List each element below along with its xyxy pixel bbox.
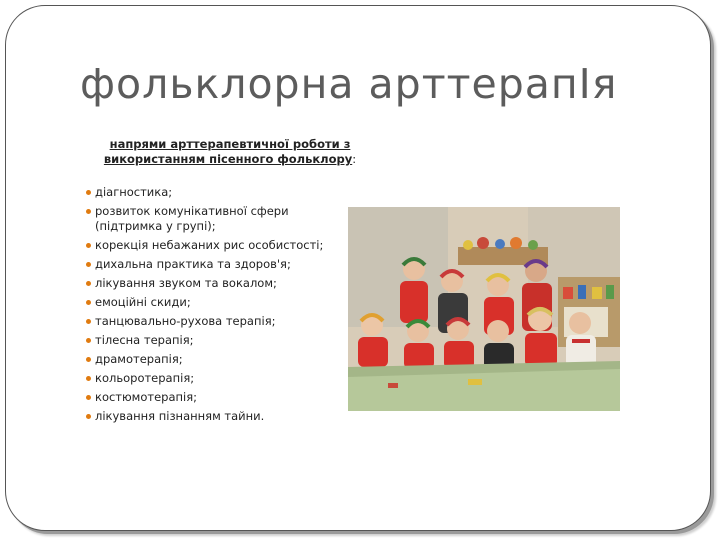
list-item: лікування звуком та вокалом; [86, 276, 356, 291]
group-photo [348, 207, 620, 411]
bullet-icon [86, 262, 91, 267]
bullet-icon [86, 281, 91, 286]
bullet-icon [86, 395, 91, 400]
bullet-icon [86, 414, 91, 419]
bullet-icon [86, 338, 91, 343]
bullet-icon [86, 243, 91, 248]
list-item: лікування пізнанням тайни. [86, 409, 356, 424]
bullet-icon [86, 300, 91, 305]
list-item: розвиток комунікативної сфери (підтримка у групі); [86, 204, 356, 234]
list-item: корекція небажаних рис особистості; [86, 238, 356, 253]
slide-title: фольклорна арттерапІя [80, 60, 618, 108]
section-heading [90, 137, 370, 167]
bullet-icon [86, 190, 91, 195]
section-heading-text: напрями арттерапевтичної роботи з використанням пісенного фольклору [103, 137, 353, 166]
section-heading-colon: : [352, 152, 357, 166]
list-item: драмотерапія; [86, 352, 356, 367]
bullet-icon [86, 357, 91, 362]
list-item: кольоротерапія; [86, 371, 356, 386]
list-item: тілесна терапія; [86, 333, 356, 348]
bullet-icon [86, 376, 91, 381]
list-item: діагностика; [86, 185, 356, 200]
list-item: костюмотерапія; [86, 390, 356, 405]
list-item: танцювально-рухова терапія; [86, 314, 356, 329]
group-photo-image [348, 207, 620, 411]
list-item: дихальна практика та здоров'я; [86, 257, 356, 272]
bullet-icon [86, 209, 91, 214]
list-item: емоційні скиди; [86, 295, 356, 310]
bullet-list [86, 185, 356, 428]
bullet-icon [86, 319, 91, 324]
